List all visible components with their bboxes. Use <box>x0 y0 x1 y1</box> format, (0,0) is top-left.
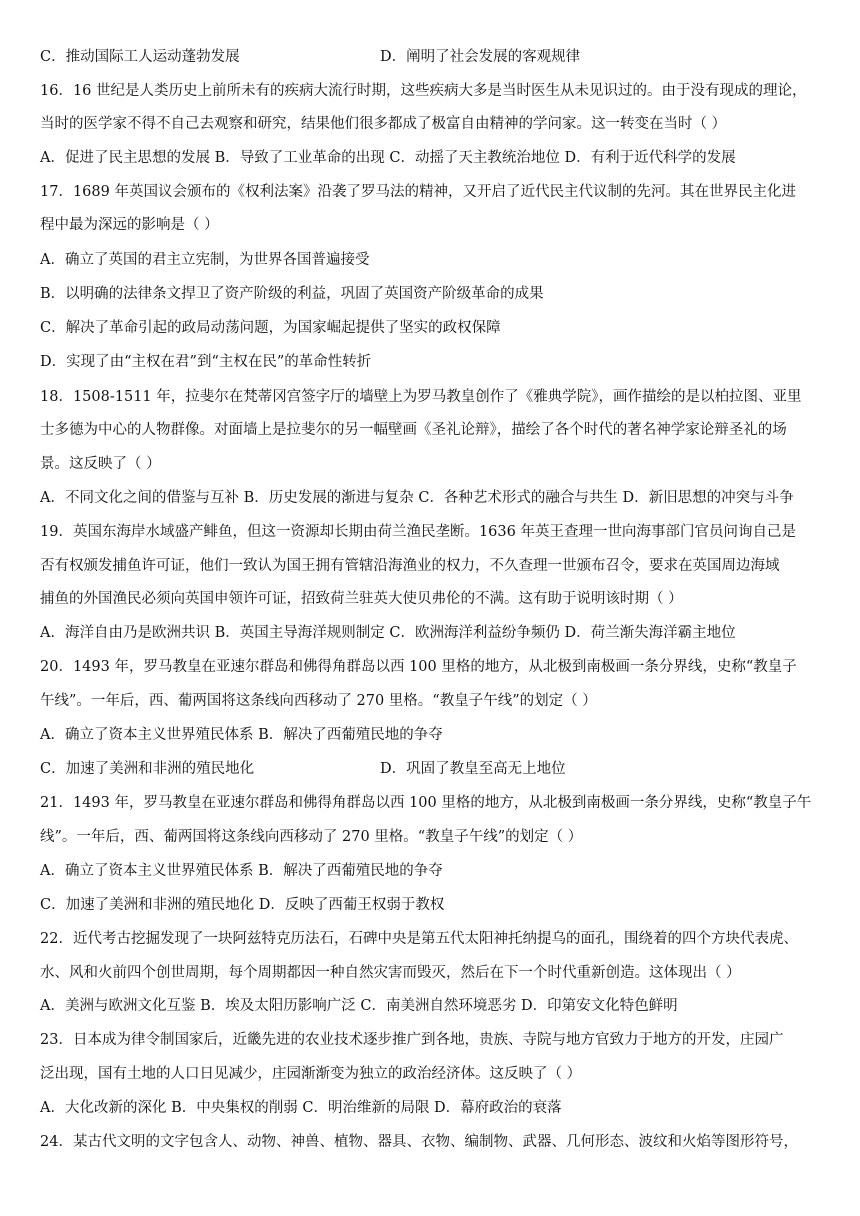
q17-option-d: D．实现了由“主权在君”到“主权在民”的革命性转折 <box>40 354 372 370</box>
q20-options-cd <box>40 759 566 779</box>
q20-stem-line-1: 20．1493 年，罗马教皇在亚速尔群岛和佛得角群岛以西 100 里格的地方，从北极到南极画一条分界线，史称“教皇子 <box>40 659 797 675</box>
q17-option-c: C．解决了革命引起的政局动荡问题，为国家崛起提供了坚实的政权保障 <box>40 320 501 336</box>
q24-stem-line-1: 24．某古代文明的文字包含人、动物、神兽、植物、器具、衣物、编制物、武器、几何形态、波纹和火焰等图形符号， <box>40 1134 798 1150</box>
q15-option-c: C．推动国际工人运动蓬勃发展 <box>40 49 240 65</box>
q16-options: A．促进了民主思想的发展 B．导致了工业革命的出现 C．动摇了天主教统治地位 D．有利于近代科学的发展 <box>40 150 736 166</box>
q16-stem-line-1: 16．16 世纪是人类历史上前所未有的疾病大流行时期，这些疾病大多是当时医生从未见识过的。由于没有现成的理论， <box>40 83 807 99</box>
q20-option-c: C．加速了美洲和非洲的殖民地化 <box>40 761 255 777</box>
q22-stem-line-1: 22．近代考古挖掘发现了一块阿兹特克历法石，石碑中央是第五代太阳神托纳提乌的面孔，围绕着的四个方块代表虎、 <box>40 931 798 947</box>
q17-option-a: A．确立了英国的君主立宪制，为世界各国普遍接受 <box>40 252 370 268</box>
q19-stem-line-1: 19．英国东海岸水域盛产鲱鱼，但这一资源却长期由荷兰渔民垄断。1636 年英王查理一世向海事部门官员问询自己是 <box>40 524 796 540</box>
q19-stem-line-3: 捕鱼的外国渔民必须向英国申领许可证，招致荷兰驻英大使贝弗伦的不满。这有助于说明该时期（ ） <box>40 591 683 607</box>
q21-options-cd: C．加速了美洲和非洲的殖民地化 D．反映了西葡王权弱于教权 <box>40 897 445 913</box>
q23-stem-line-1: 23．日本成为律令制国家后，近畿先进的农业技术逐步推广到各地，贵族、寺院与地方官致力于地方的开发，庄园广 <box>40 1032 784 1048</box>
q17-option-b: B．以明确的法律条文捍卫了资产阶级的利益，巩固了英国资产阶级革命的成果 <box>40 286 544 302</box>
q18-options: A．不同文化之间的借鉴与互补 B．历史发展的渐进与复杂 C．各种艺术形式的融合与共生 D．新旧思想的冲突与斗争 <box>40 490 794 506</box>
q20-option-d: D．巩固了教皇至高无上地位 <box>380 761 566 777</box>
q18-stem-line-1: 18．1508-1511 年，拉斐尔在梵蒂冈宫签字厅的墙壁上为罗马教皇创作了《雅典学院》，画作描绘的是以柏拉图、亚里 <box>40 389 802 405</box>
q20-options-ab: A．确立了资本主义世界殖民体系 B．解决了西葡殖民地的争夺 <box>40 727 443 743</box>
q21-options-ab: A．确立了资本主义世界殖民体系 B．解决了西葡殖民地的争夺 <box>40 863 443 879</box>
q16-stem-line-2: 当时的医学家不得不自己去观察和研究，结果他们很多都成了极富自由精神的学问家。这一转变在当时（ ） <box>40 116 727 132</box>
q21-stem-line-1: 21．1493 年，罗马教皇在亚速尔群岛和佛得角群岛以西 100 里格的地方，从北极到南极画一条分界线，史称“教皇子午 <box>40 795 812 811</box>
q17-stem-line-2: 程中最为深远的影响是（ ） <box>40 217 219 233</box>
q19-options: A．海洋自由乃是欧洲共识 B．英国主导海洋规则制定 C．欧洲海洋利益纷争频仍 D．荷兰渐失海洋霸主地位 <box>40 625 736 641</box>
q19-stem-line-2: 否有权颁发捕鱼许可证，他们一致认为国王拥有管辖沿海渔业的权力，不久查理一世颁布召令，要求在英国周边海域 <box>40 558 780 574</box>
q18-stem-line-3: 景。这反映了（ ） <box>40 456 161 472</box>
q15-option-d: D．阐明了社会发展的客观规律 <box>380 49 581 65</box>
q22-stem-line-2: 水、风和火前四个创世周期，每个周期都因一种自然灾害而毁灭，然后在下一个时代重新创造。这体现出（ ） <box>40 965 741 981</box>
q21-stem-line-2: 线”。一年后，西、葡两国将这条线向西移动了 270 里格。“教皇子午线”的划定（ ） <box>40 829 583 845</box>
q23-options: A．大化改新的深化 B．中央集权的削弱 C．明治维新的局限 D．幕府政治的衰落 <box>40 1100 562 1116</box>
q18-stem-line-2: 士多德为中心的人物群像。对面墙上是拉斐尔的另一幅壁画《圣礼论辩》，描绘了各个时代的著名神学家论辩圣礼的场 <box>40 422 787 438</box>
q22-options: A．美洲与欧洲文化互鉴 B．埃及太阳历影响广泛 C．南美洲自然环境恶劣 D．印第安文化特色鲜明 <box>40 998 678 1014</box>
q23-stem-line-2: 泛出现，国有土地的人口日见减少，庄园渐渐变为独立的政治经济体。这反映了（ ） <box>40 1066 582 1082</box>
q17-stem-line-1: 17．1689 年英国议会颁布的《权利法案》沿袭了罗马法的精神，又开启了近代民主代议制的先河。其在世界民主化进 <box>40 184 796 200</box>
q20-stem-line-2: 午线”。一年后，西、葡两国将这条线向西移动了 270 里格。“教皇子午线”的划定（ ） <box>40 693 597 709</box>
q15-options-cd <box>40 47 581 67</box>
